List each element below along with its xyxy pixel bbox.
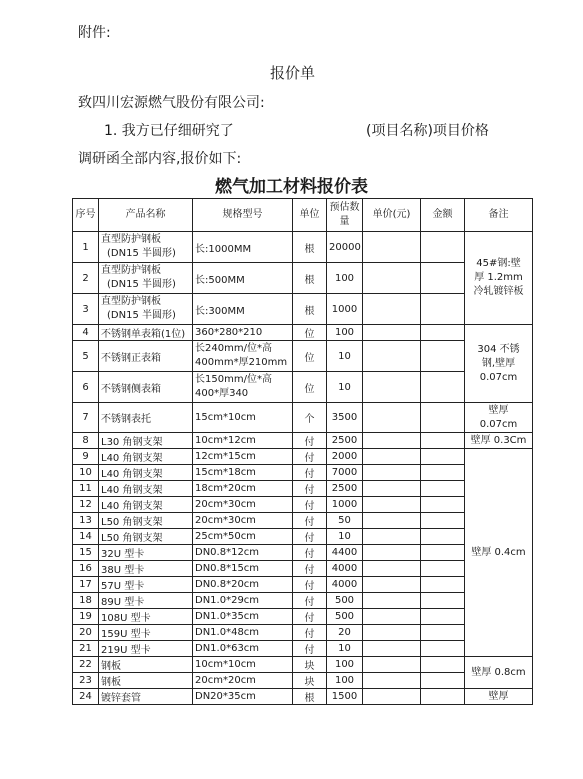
cell-price bbox=[363, 641, 421, 657]
cell-qty: 10 bbox=[327, 372, 363, 403]
cell-amount bbox=[421, 294, 465, 325]
cell-qty: 2500 bbox=[327, 481, 363, 497]
cell-remark: 壁厚 0.8cm bbox=[465, 657, 533, 689]
cell-spec: DN0.8*12cm bbox=[193, 545, 293, 561]
table-row bbox=[73, 465, 533, 481]
cell-spec: 15cm*18cm bbox=[193, 465, 293, 481]
cell-unit: 付 bbox=[293, 609, 327, 625]
cell-name: 32U 型卡 bbox=[99, 545, 193, 561]
cell-name: 159U 型卡 bbox=[99, 625, 193, 641]
quotation-table bbox=[72, 198, 533, 705]
table-row bbox=[73, 232, 533, 263]
cell-unit: 根 bbox=[293, 232, 327, 263]
cell-qty: 50 bbox=[327, 513, 363, 529]
remark-line: 45#钢:壁 bbox=[476, 258, 521, 269]
cell-name: L40 角钢支架 bbox=[99, 465, 193, 481]
cell-price bbox=[363, 593, 421, 609]
table-row bbox=[73, 545, 533, 561]
cell-qty: 10 bbox=[327, 529, 363, 545]
cell-unit: 根 bbox=[293, 263, 327, 294]
cell-seq: 18 bbox=[73, 593, 99, 609]
cell-spec: DN1.0*48cm bbox=[193, 625, 293, 641]
cell-name: 不锈钢单表箱(1位) bbox=[99, 325, 193, 341]
cell-name bbox=[99, 232, 193, 263]
cell-price bbox=[363, 529, 421, 545]
cell-name-line2: (DN15 半圆形) bbox=[107, 279, 176, 290]
cell-price bbox=[363, 232, 421, 263]
cell-qty: 100 bbox=[327, 263, 363, 294]
header-qty: 预估数量 bbox=[327, 199, 363, 232]
cell-seq: 6 bbox=[73, 372, 99, 403]
cell-qty: 500 bbox=[327, 593, 363, 609]
cell-qty: 4400 bbox=[327, 545, 363, 561]
cell-spec: 18cm*20cm bbox=[193, 481, 293, 497]
cell-spec: 25cm*50cm bbox=[193, 529, 293, 545]
cell-name: 不锈钢侧表箱 bbox=[99, 372, 193, 403]
table-row bbox=[73, 263, 533, 294]
recipient-line: 致四川宏源燃气股份有限公司: bbox=[78, 95, 265, 111]
cell-seq: 17 bbox=[73, 577, 99, 593]
cell-seq: 8 bbox=[73, 433, 99, 449]
header-amount: 金额 bbox=[421, 199, 465, 232]
cell-seq: 3 bbox=[73, 294, 99, 325]
cell-spec: DN1.0*35cm bbox=[193, 609, 293, 625]
cell-price bbox=[363, 609, 421, 625]
table-row bbox=[73, 561, 533, 577]
cell-qty: 3500 bbox=[327, 403, 363, 433]
cell-qty: 4000 bbox=[327, 561, 363, 577]
cell-spec: 长:500MM bbox=[193, 263, 293, 294]
cell-spec: DN0.8*15cm bbox=[193, 561, 293, 577]
cell-spec bbox=[193, 372, 293, 403]
cell-spec: 10cm*10cm bbox=[193, 657, 293, 673]
table-row bbox=[73, 513, 533, 529]
cell-spec: 15cm*10cm bbox=[193, 403, 293, 433]
table-row bbox=[73, 325, 533, 341]
cell-price bbox=[363, 325, 421, 341]
cell-spec: 20cm*30cm bbox=[193, 513, 293, 529]
cell-spec: DN0.8*20cm bbox=[193, 577, 293, 593]
cell-unit: 付 bbox=[293, 577, 327, 593]
cell-price bbox=[363, 465, 421, 481]
cell-price bbox=[363, 294, 421, 325]
table-row bbox=[73, 341, 533, 372]
cell-name: L50 角钢支架 bbox=[99, 513, 193, 529]
cell-unit: 付 bbox=[293, 545, 327, 561]
cell-unit: 付 bbox=[293, 593, 327, 609]
table-row bbox=[73, 625, 533, 641]
table-row bbox=[73, 433, 533, 449]
cell-spec: DN1.0*63cm bbox=[193, 641, 293, 657]
cell-remark: 壁厚 0.3Cm bbox=[465, 433, 533, 449]
cell-amount bbox=[421, 561, 465, 577]
table-row bbox=[73, 449, 533, 465]
header-spec: 规格型号 bbox=[193, 199, 293, 232]
cell-amount bbox=[421, 263, 465, 294]
cell-unit: 位 bbox=[293, 372, 327, 403]
table-row bbox=[73, 497, 533, 513]
cell-price bbox=[363, 673, 421, 689]
cell-price bbox=[363, 481, 421, 497]
paragraph-2: 调研函全部内容,报价如下: bbox=[78, 151, 242, 167]
cell-qty: 1500 bbox=[327, 689, 363, 705]
remark-line: 钢,壁厚 bbox=[481, 357, 516, 369]
cell-name-line1: 直型防护钢板 bbox=[101, 296, 161, 307]
cell-seq: 20 bbox=[73, 625, 99, 641]
cell-spec-line2: 400mm*厚210mm bbox=[195, 357, 288, 368]
cell-name: L30 角钢支架 bbox=[99, 433, 193, 449]
table-row bbox=[73, 529, 533, 545]
cell-seq: 24 bbox=[73, 689, 99, 705]
cell-price bbox=[363, 513, 421, 529]
cell-qty: 20000 bbox=[327, 232, 363, 263]
cell-amount bbox=[421, 481, 465, 497]
cell-unit: 付 bbox=[293, 449, 327, 465]
cell-remark bbox=[465, 232, 533, 325]
cell-amount bbox=[421, 673, 465, 689]
cell-spec: 20cm*30cm bbox=[193, 497, 293, 513]
cell-qty: 100 bbox=[327, 325, 363, 341]
cell-seq: 22 bbox=[73, 657, 99, 673]
remark-line: 0.07cm bbox=[479, 371, 518, 383]
cell-seq: 10 bbox=[73, 465, 99, 481]
cell-qty: 100 bbox=[327, 657, 363, 673]
cell-seq: 19 bbox=[73, 609, 99, 625]
cell-unit: 根 bbox=[293, 294, 327, 325]
cell-name-line2: (DN15 半圆形) bbox=[107, 310, 176, 321]
remark-line: 304 不锈 bbox=[477, 343, 520, 355]
cell-amount bbox=[421, 689, 465, 705]
cell-qty: 10 bbox=[327, 641, 363, 657]
cell-seq: 21 bbox=[73, 641, 99, 657]
cell-name-line1: 直型防护钢板 bbox=[101, 234, 161, 245]
cell-qty: 500 bbox=[327, 609, 363, 625]
remark-line: 壁厚 bbox=[488, 404, 509, 416]
cell-name: L40 角钢支架 bbox=[99, 497, 193, 513]
cell-seq: 13 bbox=[73, 513, 99, 529]
cell-amount bbox=[421, 372, 465, 403]
cell-price bbox=[363, 449, 421, 465]
header-seq: 序号 bbox=[73, 199, 99, 232]
cell-price bbox=[363, 497, 421, 513]
cell-name bbox=[99, 294, 193, 325]
table-row bbox=[73, 372, 533, 403]
cell-unit: 位 bbox=[293, 325, 327, 341]
cell-amount bbox=[421, 577, 465, 593]
table-row bbox=[73, 294, 533, 325]
cell-name: 219U 型卡 bbox=[99, 641, 193, 657]
table-row bbox=[73, 689, 533, 705]
table-row bbox=[73, 673, 533, 689]
cell-name: 镀锌套管 bbox=[99, 689, 193, 705]
cell-unit: 付 bbox=[293, 497, 327, 513]
cell-seq: 14 bbox=[73, 529, 99, 545]
table-row bbox=[73, 609, 533, 625]
table-row bbox=[73, 403, 533, 433]
table-row bbox=[73, 641, 533, 657]
cell-amount bbox=[421, 497, 465, 513]
cell-price bbox=[363, 263, 421, 294]
cell-seq: 7 bbox=[73, 403, 99, 433]
cell-spec-line2: 400*厚340 bbox=[195, 388, 249, 399]
header-remark: 备注 bbox=[465, 199, 533, 232]
cell-price bbox=[363, 372, 421, 403]
cell-amount bbox=[421, 325, 465, 341]
document-title: 报价单 bbox=[270, 64, 316, 82]
cell-qty: 1000 bbox=[327, 294, 363, 325]
cell-name: 不锈钢正表箱 bbox=[99, 341, 193, 372]
cell-qty: 1000 bbox=[327, 497, 363, 513]
cell-unit: 付 bbox=[293, 641, 327, 657]
cell-spec-line1: 长150mm/位*高 bbox=[195, 374, 272, 385]
cell-seq: 16 bbox=[73, 561, 99, 577]
cell-amount bbox=[421, 232, 465, 263]
cell-remark: 壁厚 bbox=[465, 689, 533, 705]
cell-spec-line1: 长240mm/位*高 bbox=[195, 343, 272, 354]
table-title: 燃气加工材料报价表 bbox=[215, 177, 368, 197]
cell-name: L40 角钢支架 bbox=[99, 449, 193, 465]
cell-unit: 位 bbox=[293, 341, 327, 372]
cell-seq: 5 bbox=[73, 341, 99, 372]
table-row bbox=[73, 577, 533, 593]
cell-qty: 7000 bbox=[327, 465, 363, 481]
cell-price bbox=[363, 657, 421, 673]
remark-line: 冷轧镀锌板 bbox=[473, 286, 524, 297]
cell-name bbox=[99, 263, 193, 294]
cell-name: 108U 型卡 bbox=[99, 609, 193, 625]
cell-price bbox=[363, 689, 421, 705]
cell-spec: 长:300MM bbox=[193, 294, 293, 325]
cell-amount bbox=[421, 593, 465, 609]
remark-line: 0.07cm bbox=[479, 418, 518, 430]
attachment-label: 附件: bbox=[78, 25, 111, 41]
cell-remark bbox=[465, 403, 533, 433]
cell-unit: 付 bbox=[293, 561, 327, 577]
cell-unit: 付 bbox=[293, 481, 327, 497]
cell-amount bbox=[421, 449, 465, 465]
cell-seq: 23 bbox=[73, 673, 99, 689]
cell-qty: 100 bbox=[327, 673, 363, 689]
cell-qty: 2500 bbox=[327, 433, 363, 449]
table-row bbox=[73, 481, 533, 497]
cell-name: 38U 型卡 bbox=[99, 561, 193, 577]
header-name: 产品名称 bbox=[99, 199, 193, 232]
cell-price bbox=[363, 341, 421, 372]
cell-amount bbox=[421, 625, 465, 641]
cell-qty: 20 bbox=[327, 625, 363, 641]
cell-remark: 壁厚 0.4cm bbox=[465, 449, 533, 657]
cell-seq: 11 bbox=[73, 481, 99, 497]
cell-spec: 长:1000MM bbox=[193, 232, 293, 263]
cell-amount bbox=[421, 529, 465, 545]
cell-name: 57U 型卡 bbox=[99, 577, 193, 593]
cell-name: 不锈钢表托 bbox=[99, 403, 193, 433]
cell-amount bbox=[421, 657, 465, 673]
cell-name: 钢板 bbox=[99, 657, 193, 673]
cell-name: L40 角钢支架 bbox=[99, 481, 193, 497]
cell-seq: 2 bbox=[73, 263, 99, 294]
cell-spec bbox=[193, 341, 293, 372]
cell-remark bbox=[465, 325, 533, 403]
table-header-row bbox=[73, 199, 533, 232]
cell-seq: 4 bbox=[73, 325, 99, 341]
cell-amount bbox=[421, 465, 465, 481]
cell-amount bbox=[421, 403, 465, 433]
cell-unit: 块 bbox=[293, 657, 327, 673]
cell-spec: DN1.0*29cm bbox=[193, 593, 293, 609]
cell-unit: 根 bbox=[293, 689, 327, 705]
cell-qty: 10 bbox=[327, 341, 363, 372]
cell-price bbox=[363, 625, 421, 641]
cell-unit: 付 bbox=[293, 433, 327, 449]
cell-price bbox=[363, 577, 421, 593]
cell-price bbox=[363, 403, 421, 433]
cell-seq: 12 bbox=[73, 497, 99, 513]
cell-price bbox=[363, 561, 421, 577]
cell-amount bbox=[421, 341, 465, 372]
paragraph-1-right: (项目名称)项目价格 bbox=[366, 123, 489, 139]
table-row bbox=[73, 593, 533, 609]
paragraph-1-left: 1. 我方已仔细研究了 bbox=[104, 123, 234, 139]
cell-spec: 10cm*12cm bbox=[193, 433, 293, 449]
cell-qty: 4000 bbox=[327, 577, 363, 593]
cell-amount bbox=[421, 641, 465, 657]
cell-unit: 付 bbox=[293, 625, 327, 641]
cell-qty: 2000 bbox=[327, 449, 363, 465]
cell-amount bbox=[421, 433, 465, 449]
cell-spec: 360*280*210 bbox=[193, 325, 293, 341]
cell-amount bbox=[421, 513, 465, 529]
cell-name: 钢板 bbox=[99, 673, 193, 689]
cell-seq: 9 bbox=[73, 449, 99, 465]
cell-price bbox=[363, 545, 421, 561]
cell-unit: 付 bbox=[293, 529, 327, 545]
cell-unit: 块 bbox=[293, 673, 327, 689]
cell-spec: 20cm*20cm bbox=[193, 673, 293, 689]
cell-unit: 个 bbox=[293, 403, 327, 433]
cell-unit: 付 bbox=[293, 465, 327, 481]
cell-amount bbox=[421, 545, 465, 561]
table-body bbox=[73, 232, 533, 705]
cell-seq: 1 bbox=[73, 232, 99, 263]
cell-name: L50 角钢支架 bbox=[99, 529, 193, 545]
cell-spec: DN20*35cm bbox=[193, 689, 293, 705]
cell-unit: 付 bbox=[293, 513, 327, 529]
header-unit: 单位 bbox=[293, 199, 327, 232]
cell-spec: 12cm*15cm bbox=[193, 449, 293, 465]
cell-name-line1: 直型防护钢板 bbox=[101, 265, 161, 276]
cell-price bbox=[363, 433, 421, 449]
cell-amount bbox=[421, 609, 465, 625]
table-row bbox=[73, 657, 533, 673]
cell-name: 89U 型卡 bbox=[99, 593, 193, 609]
cell-seq: 15 bbox=[73, 545, 99, 561]
remark-line: 厚 1.2mm bbox=[474, 272, 523, 283]
header-price: 单价(元) bbox=[363, 199, 421, 232]
cell-name-line2: (DN15 半圆形) bbox=[107, 248, 176, 259]
